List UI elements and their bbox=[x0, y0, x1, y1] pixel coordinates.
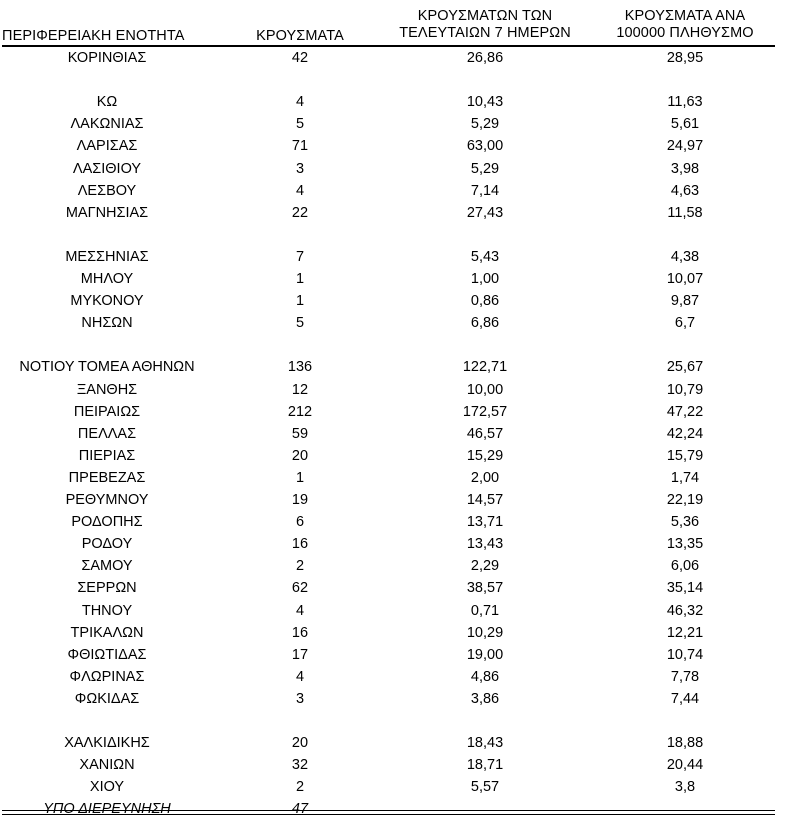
cell-cases: 4 bbox=[295, 182, 305, 199]
cell-region: ΝΗΣΩΝ bbox=[81, 315, 133, 332]
cell-per100k: 3,98 bbox=[670, 160, 700, 177]
cell-last7: 10,00 bbox=[466, 381, 504, 398]
cell-last7: 6,86 bbox=[470, 315, 500, 332]
cell-cases: 212 bbox=[287, 403, 313, 420]
cell-region: ΧΑΛΚΙΔΙΚΗΣ bbox=[64, 735, 150, 752]
cell-last7: 4,86 bbox=[470, 668, 500, 685]
cell-per100k: 25,67 bbox=[666, 359, 704, 376]
cell-last7: 2,29 bbox=[470, 558, 500, 575]
table-row bbox=[0, 511, 793, 533]
cell-per100k: 10,74 bbox=[666, 646, 704, 663]
cell-last7: 172,57 bbox=[462, 403, 508, 420]
cell-per100k: 13,35 bbox=[666, 536, 704, 553]
cell-cases: 12 bbox=[291, 381, 309, 398]
cell-last7: 13,71 bbox=[466, 514, 504, 531]
table-row bbox=[0, 91, 793, 113]
cell-last7: 5,29 bbox=[470, 116, 500, 133]
cell-per100k: 6,7 bbox=[674, 315, 696, 332]
cell-last7: 0,71 bbox=[470, 602, 500, 619]
cell-cases: 4 bbox=[295, 602, 305, 619]
table-row bbox=[0, 732, 793, 754]
table-row bbox=[0, 423, 793, 445]
cell-per100k: 4,63 bbox=[670, 182, 700, 199]
header-cases: ΚΡΟΥΣΜΑΤΑ bbox=[256, 28, 344, 44]
cell-cases: 1 bbox=[295, 271, 305, 287]
header-last7-line1: ΚΡΟΥΣΜΑΤΩΝ ΤΩΝ bbox=[417, 8, 553, 24]
table-row bbox=[0, 754, 793, 776]
cell-per100k: 12,21 bbox=[666, 624, 704, 641]
cell-per100k: 6,06 bbox=[670, 558, 700, 575]
table-row bbox=[0, 622, 793, 644]
cell-cases: 6 bbox=[295, 514, 305, 531]
cell-region: ΞΑΝΘΗΣ bbox=[76, 381, 138, 398]
cell-per100k: 35,14 bbox=[666, 580, 704, 597]
cell-per100k: 42,24 bbox=[666, 425, 704, 442]
cell-last7: 18,71 bbox=[466, 757, 504, 774]
cell-region: ΛΕΣΒΟΥ bbox=[77, 182, 137, 199]
cell-cases: 3 bbox=[295, 160, 305, 177]
table-header bbox=[0, 0, 793, 48]
cell-last7: 5,29 bbox=[470, 160, 500, 177]
cell-last7: 1,00 bbox=[470, 271, 500, 287]
cell-cases: 19 bbox=[291, 492, 309, 508]
cell-region: ΛΑΡΙΣΑΣ bbox=[76, 138, 138, 155]
cell-region: ΚΩ bbox=[96, 94, 118, 111]
header-per100k-line2: 100000 ΠΛΗΘΥΣΜΟ bbox=[616, 25, 754, 41]
cell-last7: 10,43 bbox=[466, 94, 504, 111]
cell-per100k: 18,88 bbox=[666, 735, 704, 752]
cell-last7: 14,57 bbox=[466, 492, 504, 508]
cell-cases: 16 bbox=[291, 624, 309, 641]
table-row bbox=[0, 246, 793, 268]
table-row bbox=[0, 290, 793, 312]
cell-cases: 3 bbox=[295, 690, 305, 707]
cell-region: ΤΡΙΚΑΛΩΝ bbox=[70, 624, 144, 641]
table-row bbox=[0, 644, 793, 666]
cell-cases: 62 bbox=[291, 580, 309, 597]
cell-last7: 3,86 bbox=[470, 690, 500, 707]
cell-cases: 4 bbox=[295, 668, 305, 685]
cell-region: ΧΙΟΥ bbox=[89, 779, 125, 796]
cell-cases: 5 bbox=[295, 315, 305, 332]
cell-region: ΛΑΚΩΝΙΑΣ bbox=[70, 116, 144, 133]
table-row bbox=[0, 47, 793, 69]
table-row bbox=[0, 533, 793, 555]
cell-last7: 0,86 bbox=[470, 293, 500, 310]
cell-cases: 2 bbox=[295, 558, 305, 575]
cell-cases: 5 bbox=[295, 116, 305, 133]
cell-per100k: 28,95 bbox=[666, 50, 704, 66]
cell-last7: 15,29 bbox=[466, 447, 504, 464]
table-row bbox=[0, 312, 793, 334]
cell-cases: 17 bbox=[291, 646, 309, 663]
cell-per100k: 7,44 bbox=[670, 690, 700, 707]
cell-per100k: 24,97 bbox=[666, 138, 704, 155]
cell-cases: 20 bbox=[291, 735, 309, 752]
table-row bbox=[0, 356, 793, 378]
header-last7-line2: ΤΕΛΕΥΤΑΙΩΝ 7 ΗΜΕΡΩΝ bbox=[399, 25, 571, 41]
cell-region: ΜΗΛΟΥ bbox=[80, 271, 134, 287]
cell-cases: 20 bbox=[291, 447, 309, 464]
cell-per100k: 10,07 bbox=[666, 271, 704, 287]
cell-per100k: 5,36 bbox=[670, 514, 700, 531]
cell-cases: 2 bbox=[295, 779, 305, 796]
cell-region: ΡΟΔΟΠΗΣ bbox=[71, 514, 143, 531]
cell-per100k: 22,19 bbox=[666, 492, 704, 508]
table-row bbox=[0, 577, 793, 599]
cell-per100k: 11,58 bbox=[667, 204, 703, 221]
cell-last7: 13,43 bbox=[466, 536, 504, 553]
cell-last7: 122,71 bbox=[462, 359, 508, 376]
table-row bbox=[0, 467, 793, 489]
cell-last7: 18,43 bbox=[466, 735, 504, 752]
cell-per100k: 1,74 bbox=[670, 469, 700, 486]
cell-last7: 26,86 bbox=[466, 50, 504, 66]
cell-last7: 63,00 bbox=[466, 138, 504, 155]
cell-per100k: 5,61 bbox=[670, 116, 700, 133]
table-row bbox=[0, 180, 793, 202]
cell-region: ΦΛΩΡΙΝΑΣ bbox=[69, 668, 145, 685]
cell-cases: 4 bbox=[295, 94, 305, 111]
cell-last7: 7,14 bbox=[470, 182, 500, 199]
table-row bbox=[0, 776, 793, 798]
cell-per100k: 15,79 bbox=[666, 447, 704, 464]
cell-per100k: 10,79 bbox=[666, 381, 704, 398]
table-row bbox=[0, 113, 793, 135]
cell-region: ΦΩΚΙΔΑΣ bbox=[74, 690, 140, 707]
cell-region: ΡΕΘΥΜΝΟΥ bbox=[65, 492, 149, 508]
cell-per100k: 4,38 bbox=[670, 248, 700, 265]
cell-per100k: 20,44 bbox=[666, 757, 704, 774]
cell-region: ΡΟΔΟΥ bbox=[81, 536, 133, 553]
cell-cases: 1 bbox=[295, 293, 305, 310]
table-row bbox=[0, 666, 793, 688]
table-row bbox=[0, 688, 793, 710]
table-row bbox=[0, 489, 793, 511]
cell-region: ΠΡΕΒΕΖΑΣ bbox=[68, 469, 146, 486]
table-row bbox=[0, 401, 793, 423]
cell-last7: 5,43 bbox=[470, 248, 500, 265]
cell-cases: 1 bbox=[295, 469, 305, 486]
table-row bbox=[0, 158, 793, 180]
cell-region: ΦΘΙΩΤΙΔΑΣ bbox=[67, 646, 147, 663]
cell-last7: 46,57 bbox=[466, 425, 504, 442]
cell-cases: 71 bbox=[291, 138, 309, 155]
cell-cases: 32 bbox=[291, 757, 309, 774]
cell-region: ΜΥΚΟΝΟΥ bbox=[70, 293, 144, 310]
cell-cases: 7 bbox=[295, 248, 305, 265]
header-per100k bbox=[595, 8, 775, 42]
cell-last7: 2,00 bbox=[470, 469, 500, 486]
cell-region: ΠΕΙΡΑΙΩΣ bbox=[73, 403, 141, 420]
header-last7 bbox=[395, 8, 575, 42]
cell-per100k: 47,22 bbox=[666, 403, 704, 420]
cell-cases: 59 bbox=[291, 425, 309, 442]
cell-per100k: 7,78 bbox=[670, 668, 700, 685]
cell-region: ΥΠΟ ΔΙΕΡΕΥΝΗΣΗ bbox=[43, 801, 171, 818]
table-row bbox=[0, 379, 793, 401]
table-row bbox=[0, 202, 793, 224]
cell-region: ΤΗΝΟΥ bbox=[81, 602, 133, 619]
cell-region: ΣΑΜΟΥ bbox=[81, 558, 133, 575]
header-region: ΠΕΡΙΦΕΡΕΙΑΚΗ ΕΝΟΤΗΤΑ bbox=[2, 28, 185, 44]
cell-region: ΛΑΣΙΘΙΟΥ bbox=[72, 160, 142, 177]
header-per100k-line1: ΚΡΟΥΣΜΑΤΑ ΑΝΑ bbox=[624, 8, 746, 24]
cell-region: ΜΑΓΝΗΣΙΑΣ bbox=[65, 204, 149, 221]
table-row bbox=[0, 445, 793, 467]
cell-cases: 16 bbox=[291, 536, 309, 553]
cell-region: ΜΕΣΣΗΝΙΑΣ bbox=[65, 248, 149, 265]
cell-cases: 42 bbox=[291, 50, 309, 66]
table-row bbox=[0, 268, 793, 290]
cell-region: ΠΕΛΛΑΣ bbox=[77, 425, 137, 442]
cell-region: ΝΟΤΙΟΥ ΤΟΜΕΑ ΑΘΗΝΩΝ bbox=[19, 359, 195, 376]
cell-last7: 5,57 bbox=[470, 779, 500, 796]
cell-region: ΣΕΡΡΩΝ bbox=[77, 580, 137, 597]
cell-last7: 19,00 bbox=[466, 646, 504, 663]
cell-cases: 136 bbox=[287, 359, 313, 376]
table-row bbox=[0, 600, 793, 622]
cell-last7: 38,57 bbox=[466, 580, 504, 597]
cell-per100k: 3,8 bbox=[674, 779, 696, 796]
cell-per100k: 11,63 bbox=[667, 94, 703, 111]
cell-per100k: 46,32 bbox=[666, 602, 704, 619]
table-row bbox=[0, 135, 793, 157]
cell-per100k: 9,87 bbox=[670, 293, 700, 310]
cell-region: ΠΙΕΡΙΑΣ bbox=[78, 447, 136, 464]
table-row bbox=[0, 555, 793, 577]
cell-cases: 22 bbox=[291, 204, 309, 221]
cell-region: ΧΑΝΙΩΝ bbox=[79, 757, 135, 774]
cell-region: ΚΟΡΙΝΘΙΑΣ bbox=[67, 50, 147, 66]
table-bottom-divider bbox=[2, 810, 775, 815]
cell-last7: 27,43 bbox=[466, 204, 504, 221]
cell-cases: 47 bbox=[291, 801, 309, 818]
cell-last7: 10,29 bbox=[466, 624, 504, 641]
